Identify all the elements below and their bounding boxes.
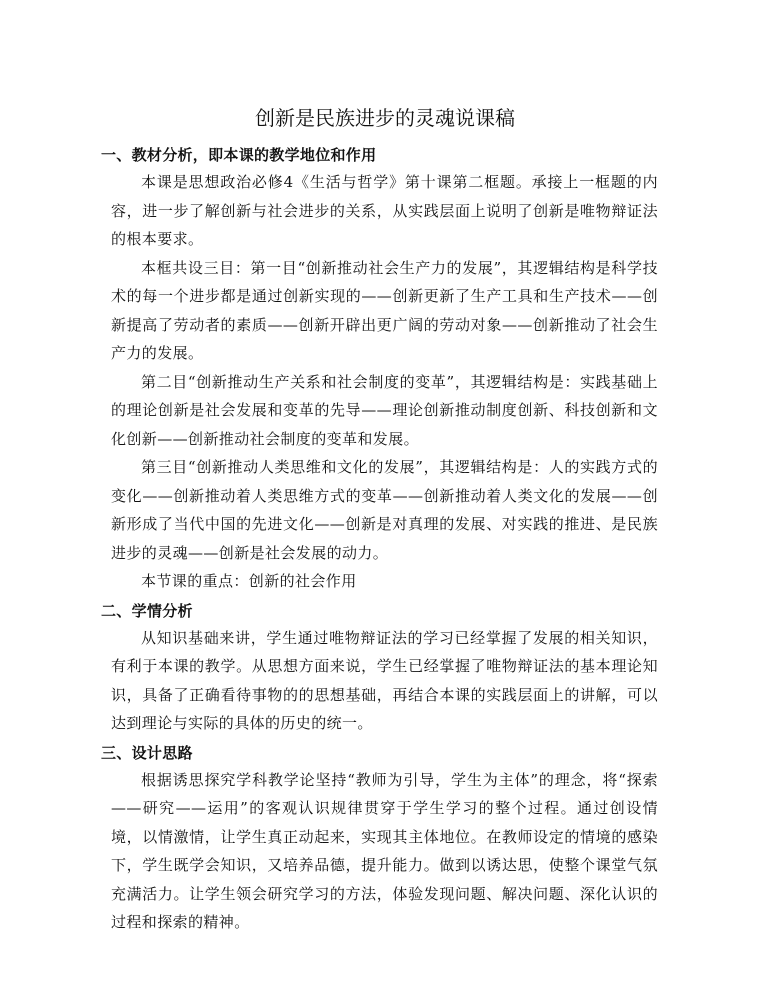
paragraph: 从知识基础来讲，学生通过唯物辩证法的学习已经掌握了发展的相关知识，有利于本课的教学。从思想方面来说，学生已经掌握了唯物辩证法的基本理论知识，具备了正确看待事物的的思想基础，再结合本课的实践层面上的讲解，可以达到理论与实际的具体的历史的统一。 bbox=[111, 628, 658, 732]
paragraph: 第三目“创新推动人类思维和文化的发展”，其逻辑结构是：人的实践方式的变化——创新推动着人类思维方式的变革——创新推动着人类文化的发展——创新形成了当代中国的先进文化——创新是对真理的发展、对实践的推进、是民族进步的灵魂——创新是社会发展的动力。 bbox=[111, 458, 658, 562]
section-design-idea bbox=[101, 740, 658, 937]
paragraph: 本课是思想政治必修4《生活与哲学》第十课第二框题。承接上一框题的内容，进一步了解创新与社会进步的关系，从实践层面上说明了创新是唯物辩证法的根本要求。 bbox=[111, 173, 658, 248]
section-heading: 一、教材分析，即本课的教学地位和作用 bbox=[101, 146, 377, 164]
paragraph: 第二目“创新推动生产关系和社会制度的变革”，其逻辑结构是：实践基础上的理论创新是社会发展和变革的先导——理论创新推动制度创新、科技创新和文化创新——创新推动社会制度的变革和发展。 bbox=[111, 372, 658, 448]
paragraph: 根据诱思探究学科教学论坚持“教师为引导，学生为主体”的理念，将“探索——研究——运用”的客观认识规律贯穿于学生学习的整个过程。通过创设情境，以情激情，让学生真正动起来，实现其主体地位。在教师设定的情境的感染下，学生既学会知识，又培养品德，提升能力。做到以诱达思，使整个课堂气氛充满活力。让学生领会研究学习的方法，体验发现问题、解决问题、深化认识的过程和探索的精神。 bbox=[111, 770, 658, 931]
section-heading: 三、设计思路 bbox=[101, 743, 193, 762]
section-textbook-analysis bbox=[101, 142, 658, 596]
document-body bbox=[101, 142, 658, 937]
paragraph: 本框共设三目：第一目“创新推动社会生产力的发展”，其逻辑结构是科学技术的每一个进步都是通过创新实现的——创新更新了生产工具和生产技术——创新提高了劳动者的素质——创新开辟出更广阔的劳动对象——创新推动了社会生产力的发展。 bbox=[111, 258, 658, 362]
paragraph: 本节课的重点：创新的社会作用 bbox=[141, 572, 357, 590]
section-heading: 二、学情分析 bbox=[101, 601, 193, 620]
document-title: 创新是民族进步的灵魂说课稿 bbox=[255, 106, 515, 130]
section-student-analysis bbox=[101, 598, 658, 738]
